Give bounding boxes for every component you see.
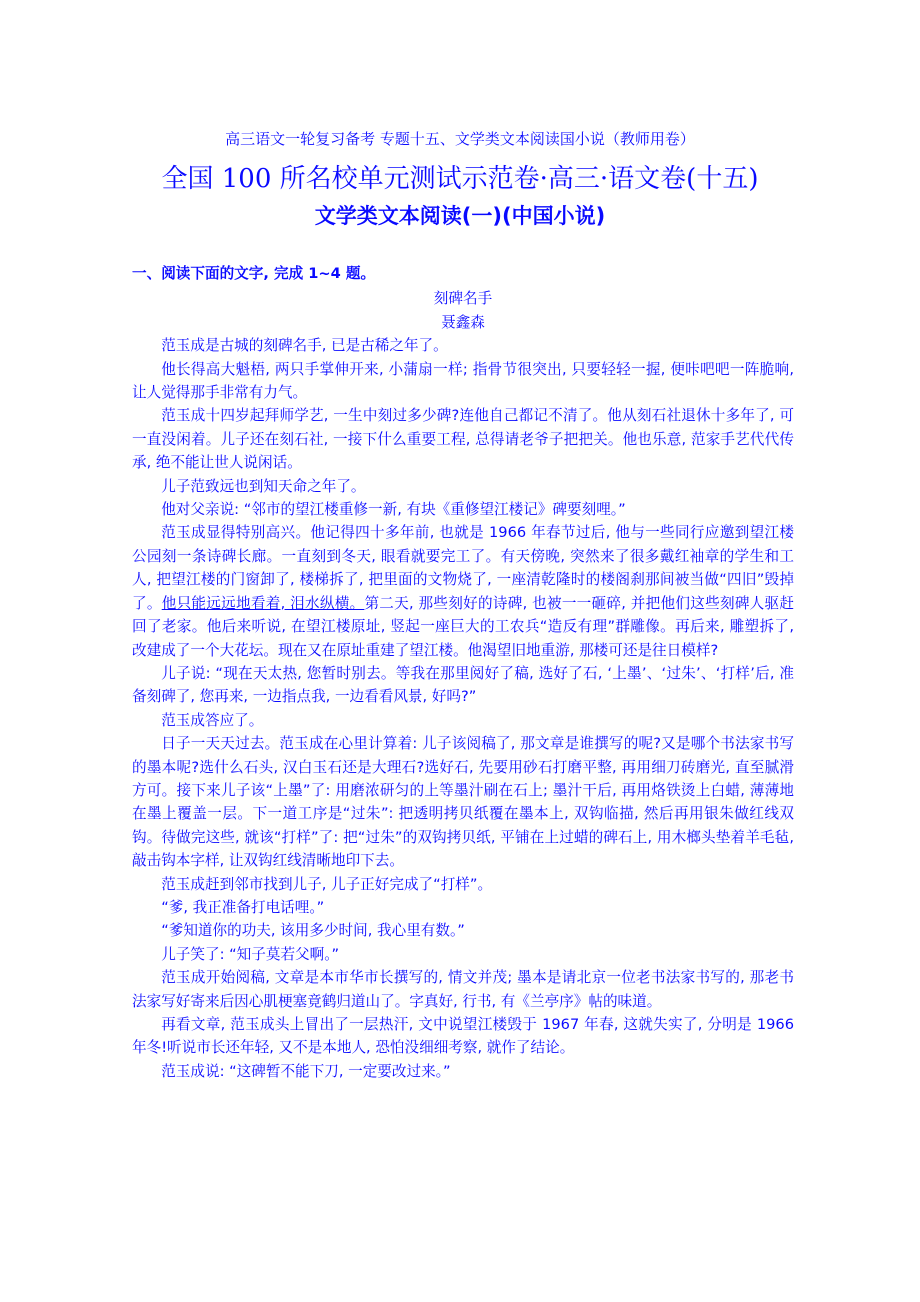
paragraph: “爹, 我正准备打电话哩。” (161, 898, 325, 916)
paragraph: 他对父亲说: “邻市的望江楼重修一新, 有块《重修望江楼记》碑要刻哩。” (161, 501, 626, 519)
story-title: 刻碑名手 (433, 290, 493, 308)
paragraph: 范玉成赶到邻市找到儿子, 儿子正好完成了“打样”。 (161, 875, 493, 893)
paragraph: “爹知道你的功夫, 该用多少时间, 我心里有数。” (161, 922, 465, 940)
paragraph: 再看文章, 范玉成头上冒出了一层热汗, 文中说望江楼毁于 1967 年春, 这就失实了, 分明是 1966 年冬!听说市长还年轻, 又不是本地人, 恐怕没细细考察, 就作了结论。 (132, 1016, 794, 1057)
paragraph: 他长得高大魁梧, 两只手掌伸开来, 小蒲扇一样; 指骨节很突出, 只要轻轻一握, 便咔吧吧一阵脆响, 让人觉得那手非常有力气。 (132, 360, 794, 402)
question-instruction: 一、阅读下面的文字, 完成 1~4 题。 (132, 265, 376, 282)
paragraph: 范玉成是古城的刻碑名手, 已是古稀之年了。 (161, 337, 448, 355)
paragraph-text-before: 范玉成显得特别高兴。他记得四十多年前, 也就是 1966 年春节过后, 他与一些同行应邀到望江楼公园刻一条诗碑长廊。一直刻到冬天, 眼看就要完工了。有天傍晚, 突然来了很多戴红袖章的学生和工人, 把望江楼的门窗卸了, 楼梯拆了, 把里面的文物烧了, 一座清乾隆时的楼阁刹那间被当做“四旧”毁掉了。 (132, 524, 794, 612)
paragraph-with-underline (132, 521, 794, 661)
paragraph: 儿子笑了: “知子莫若父啊。” (161, 945, 340, 963)
paragraph: 儿子范致远也到知天命之年了。 (161, 477, 366, 495)
paragraph-text-after: 第二天, 那些刻好的诗碑, 也被一一砸碎, 并把他们这些刻碑人驱赶回了老家。他后来听说, 在望江楼原址, 竖起一座巨大的工农兵“造反有理”群雕像。再后来, 雕塑拆了, 改建成了一个大花坛。现在又在原址重建了望江楼。他渴望旧地重游, 那楼可还是往日模样? (132, 594, 794, 659)
exam-main-title: 全国 100 所名校单元测试示范卷·高三·语文卷(十五) (161, 164, 759, 194)
exam-header-line: 高三语文一轮复习备考 专题十五、文学类文本阅读国小说（教师用卷） (225, 130, 695, 148)
paragraph: 范玉成开始阅稿, 文章是本市华市长撰写的, 情文并茂; 墨本是请北京一位老书法家书写的, 那老书法家写好寄来后因心肌梗塞竟鹤归道山了。字真好, 行书, 有《兰亭序》帖的味道。 (132, 969, 794, 1010)
underlined-sentence: 他只能远远地看着, 泪水纵横。 (161, 594, 365, 612)
paragraph: 儿子说: “现在天太热, 您暂时别去。等我在那里阅好了稿, 选好了石, ‘上墨’、‘过朱’、‘打样’后, 准备刻碑了, 您再来, 一边指点我, 一边看看风景, 好吗?” (132, 664, 794, 706)
paragraph: 范玉成十四岁起拜师学艺, 一生中刻过多少碑?连他自己都记不清了。他从刻石社退休十多年了, 可一直没闲着。儿子还在刻石社, 一接下什么重要工程, 总得请老爷子把把关。他也乐意, 范家手艺代代传承, 绝不能让世人说闲话。 (132, 407, 794, 472)
paragraph: 范玉成说: “这碑暂不能下刀, 一定要改过来。” (161, 1062, 451, 1080)
paragraph: 范玉成答应了。 (161, 711, 264, 729)
reading-passage (132, 262, 794, 1083)
paragraph: 日子一天天过去。范玉成在心里计算着: 儿子该阅稿了, 那文章是谁撰写的呢?又是哪个书法家书写的墨本呢?选什么石头, 汉白玉石还是大理石?选好石, 先要用砂石打磨平整, 再用细刀砖磨光, 直至腻滑方可。接下来儿子该“上墨”了: 用磨浓研匀的上等墨汁刷在石上; 墨汁干后, 再用烙铁烫上白蜡, 薄薄地在墨上覆盖一层。下一道工序是“过朱”: 把透明拷贝纸覆在墨本上, 双钩临描, 然后再用银朱做红线双钩。待做完这些, 就该“打样”了: 把“过朱”的双钩拷贝纸, 平铺在上过蜡的碑石上, 用木榔头垫着羊毛毡, 敲击钩本字样, 让双钩红线清晰地印下去。 (132, 735, 794, 870)
exam-sub-title: 文学类文本阅读(一)(中国小说) (314, 204, 606, 228)
story-author: 聂鑫森 (441, 313, 485, 331)
